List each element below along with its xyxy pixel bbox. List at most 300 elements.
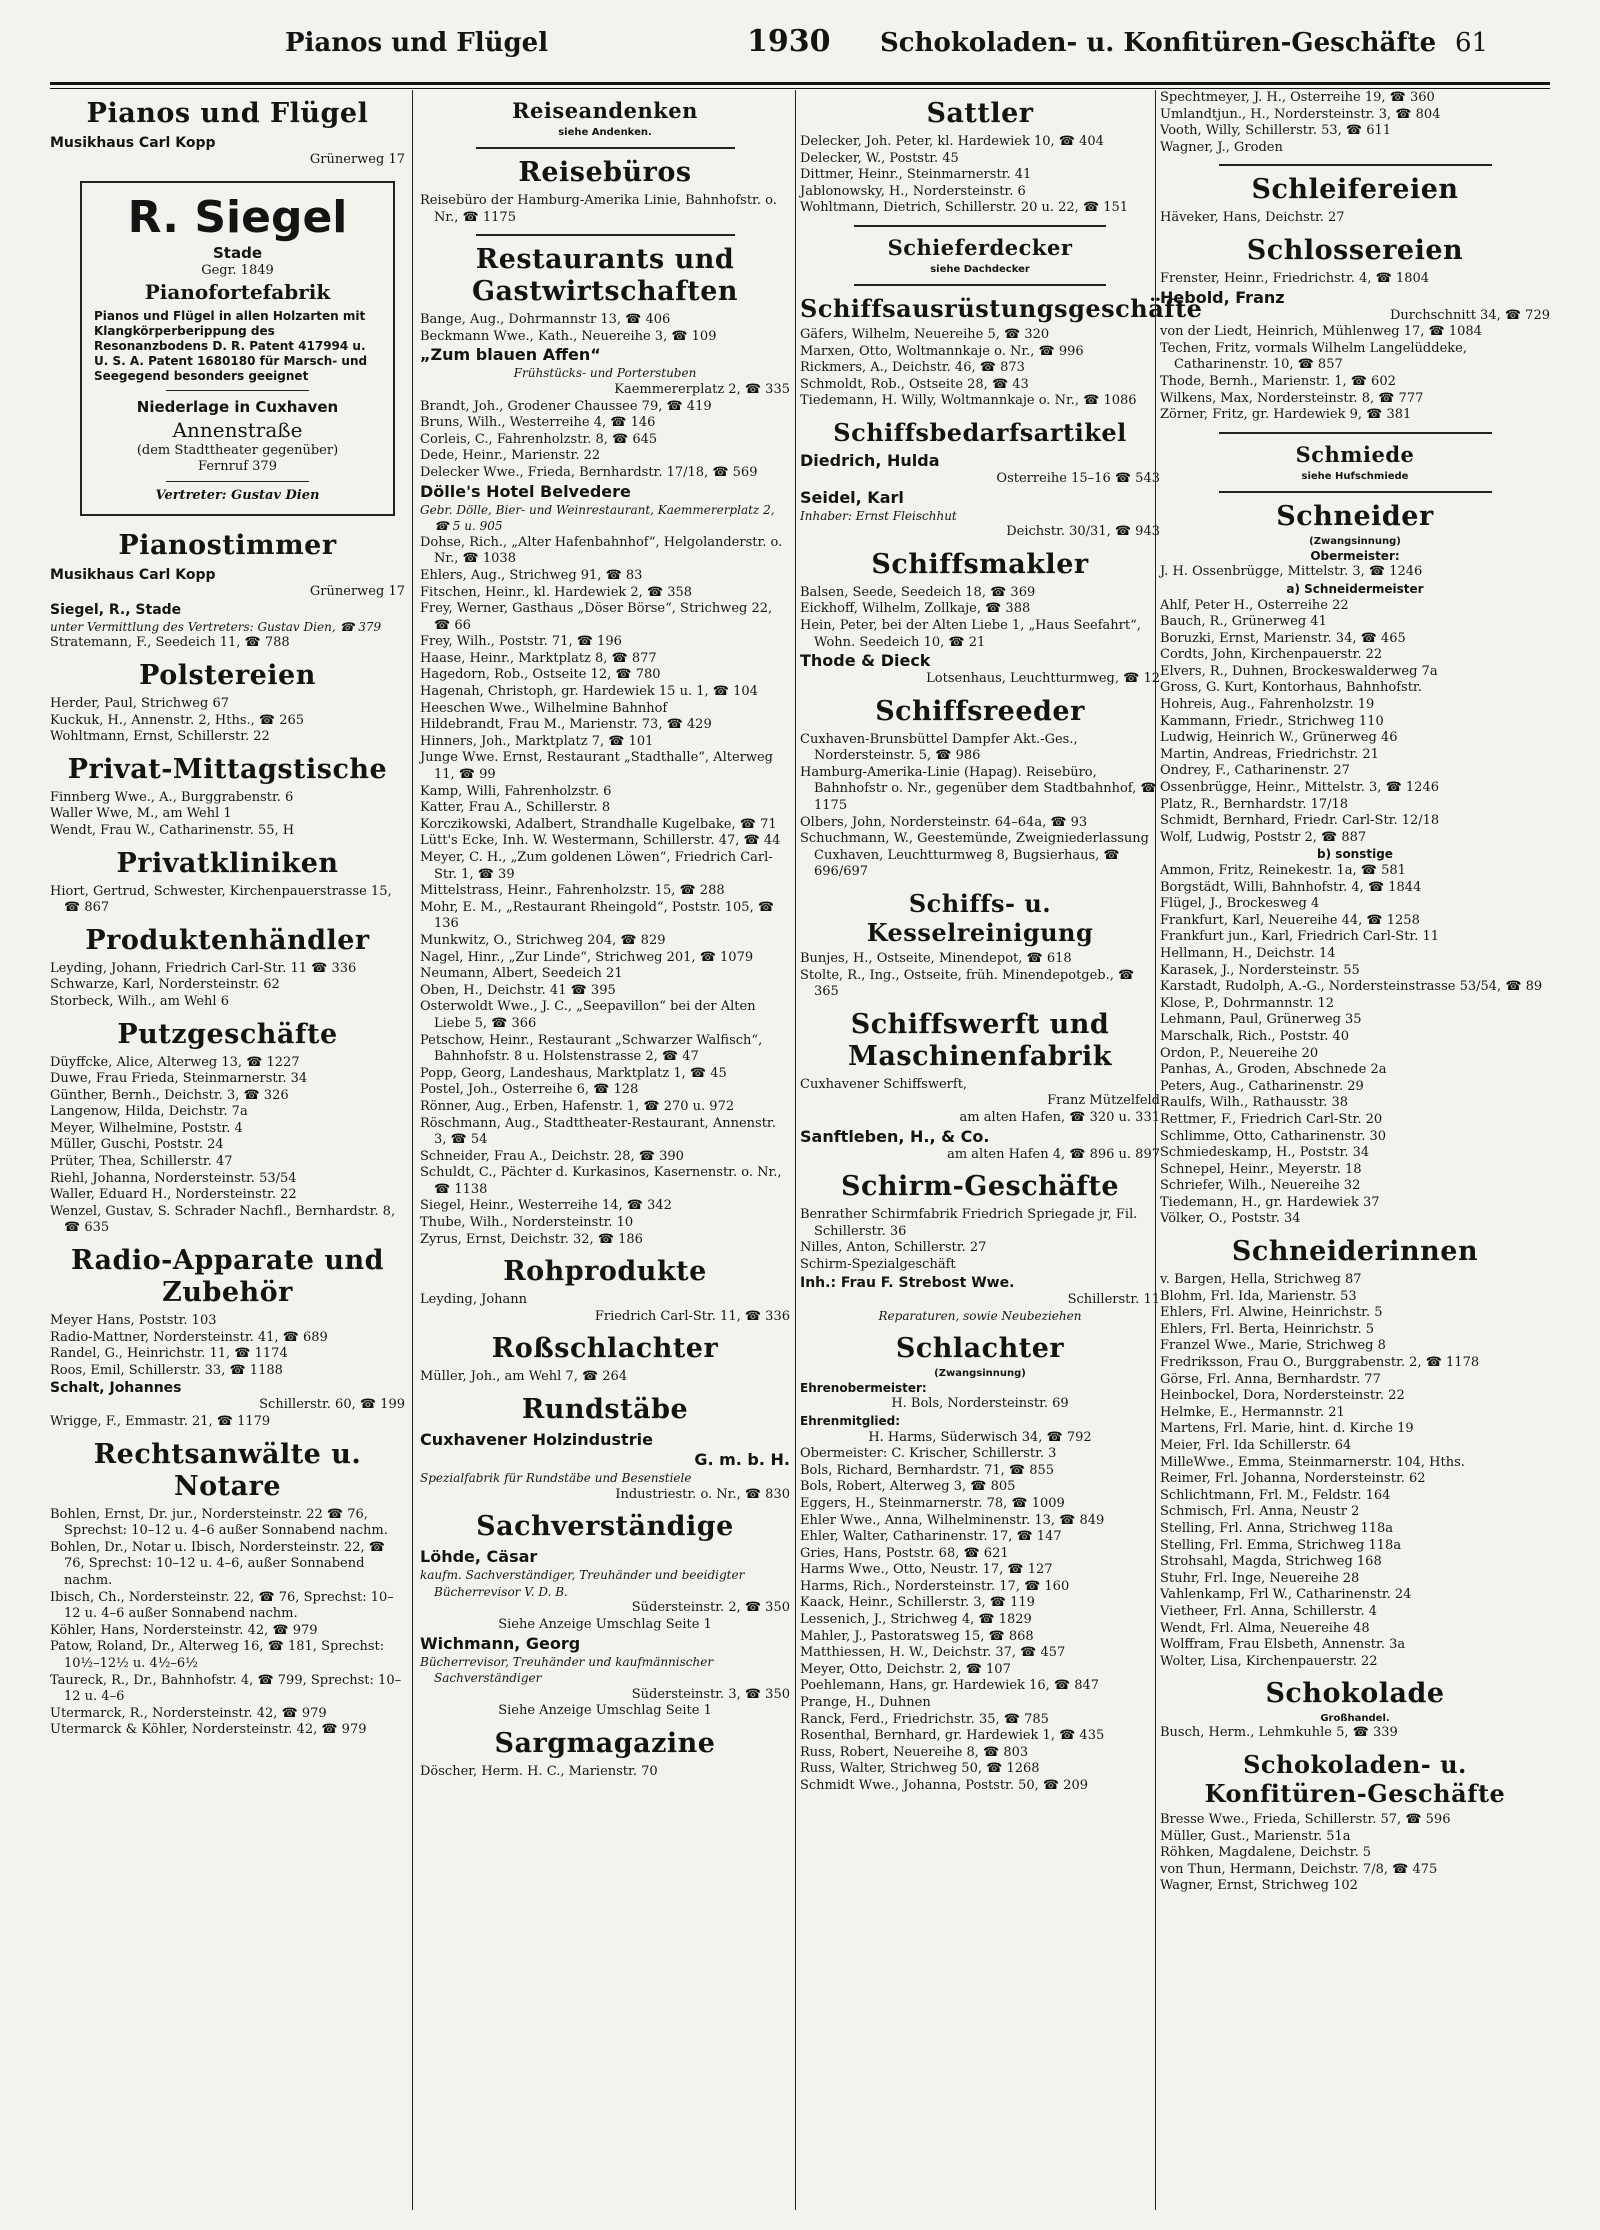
listing-entry: Obermeister: C. Krischer, Schillerstr. 3 bbox=[800, 1446, 1057, 1462]
section-divider bbox=[476, 147, 735, 149]
ad-branch: Niederlage in Cuxhaven bbox=[136, 397, 339, 416]
listing-entry: Schlichtmann, Frl. M., Feldstr. 164 bbox=[1160, 1487, 1391, 1503]
listing-entry: Prange, H., Duhnen bbox=[800, 1695, 931, 1711]
listing-entry: Bols, Robert, Alterweg 3, ☎ 805 bbox=[800, 1479, 1016, 1495]
listing-entry: von Thun, Hermann, Deichstr. 7/8, ☎ 475 bbox=[1160, 1861, 1438, 1877]
listing-entry: Delecker, W., Poststr. 45 bbox=[800, 150, 959, 166]
listing-entry: Meyer, Otto, Deichstr. 2, ☎ 107 bbox=[800, 1661, 1011, 1677]
section-title: Pianos und Flügel bbox=[86, 98, 369, 129]
listing-entry: Eickhoff, Wilhelm, Zollkaje, ☎ 388 bbox=[800, 601, 1031, 617]
listing-entry: Elvers, R., Duhnen, Brockeswalderweg 7a bbox=[1160, 663, 1438, 679]
header-left-title: Pianos und Flügel bbox=[285, 28, 549, 58]
listing-entry: Ondrey, F., Catharinenstr. 27 bbox=[1160, 763, 1350, 779]
listing-entry: Musikhaus Carl Kopp bbox=[50, 135, 216, 151]
listing-entry: Löhde, Cäsar bbox=[420, 1547, 538, 1567]
listing-entry: Ehlers, Aug., Strichweg 91, ☎ 83 bbox=[420, 567, 643, 583]
listing-entry: Mohr, E. M., „Restaurant Rheingold“, Poststr. 105, ☎ 136 bbox=[420, 899, 775, 932]
listing-entry: Tiedemann, H., gr. Hardewiek 37 bbox=[1160, 1194, 1380, 1210]
section-title: Radio-Apparate und Zubehör bbox=[70, 1245, 384, 1309]
section-note: (Zwangsinnung) bbox=[934, 1367, 1026, 1379]
section-title: Schiffsausrüstungsgeschäfte bbox=[800, 293, 1203, 323]
listing-entry: Ehrenmitglied: bbox=[800, 1413, 901, 1428]
section-schleifereien bbox=[1160, 174, 1550, 227]
ad-text: Pianos und Flügel in allen Holzarten mit Klangkörperberippung des Resonanzbodens D. R. Patent 417994 u. U. S. A. Patent 1680180 für Marsch- und Seegegend besonders geeignet bbox=[94, 308, 368, 383]
ad-divider bbox=[166, 390, 310, 391]
section-pianos bbox=[50, 98, 405, 169]
header-rule bbox=[50, 82, 1550, 85]
ad-founded: Gegr. 1849 bbox=[201, 262, 274, 278]
listing-entry: Diedrich, Hulda bbox=[800, 450, 940, 470]
ad-kind: Pianofortefabrik bbox=[144, 279, 331, 304]
section-title: Schiffswerft und Maschinenfabrik bbox=[847, 1008, 1113, 1072]
section-title: Schlachter bbox=[895, 1332, 1065, 1364]
listing-entry: Schillerstr. 11 bbox=[1067, 1291, 1160, 1307]
listing-entry: Schlimme, Otto, Catharinenstr. 30 bbox=[1160, 1128, 1387, 1144]
listing-entry: Hamburg-Amerika-Linie (Hapag). Reisebüro, Bahnhofstr o. Nr., gegenüber dem Stadtbahnhof, ☎ 1175 bbox=[800, 764, 1157, 814]
listing-entry: unter Vermittlung des Vertreters: Gustav Dien, ☎ 379 bbox=[50, 619, 382, 634]
listing-entry: Jablonowsky, H., Nordersteinstr. 6 bbox=[800, 183, 1026, 199]
listing-entry: Russ, Robert, Neuereihe 8, ☎ 803 bbox=[800, 1744, 1029, 1760]
listing-entry: Vietheer, Frl. Anna, Schillerstr. 4 bbox=[1160, 1603, 1378, 1619]
column-2 bbox=[420, 90, 790, 2210]
listing-entry: Wenzel, Gustav, S. Schrader Nachfl., Bernhardstr. 8, ☎ 635 bbox=[50, 1203, 396, 1236]
listing-subheading: a) Schneidermeister bbox=[1286, 581, 1424, 596]
listing-entry: „Zum blauen Affen“ bbox=[420, 345, 601, 365]
section-title: Privat-Mittagstische bbox=[67, 753, 388, 785]
listing-entry: Stolte, R., Ing., Ostseite, früh. Minendepotgeb., ☎ 365 bbox=[800, 967, 1135, 1000]
listing-entry: Korczikowski, Adalbert, Strandhalle Kugelbake, ☎ 71 bbox=[420, 816, 777, 832]
listing-entry: Bohlen, Dr., Notar u. Ibisch, Nordersteinstr. 22, ☎ 76, Sprechst: 10–12 u. 4–6, außer Sonnabend nachm. bbox=[50, 1539, 385, 1588]
listing-entry: Utermarck & Köhler, Nordersteinstr. 42, ☎ 979 bbox=[50, 1722, 367, 1738]
listing-entry: Umlandtjun., H., Nordersteinstr. 3, ☎ 804 bbox=[1160, 106, 1441, 122]
section-note: siehe Dachdecker bbox=[930, 263, 1030, 275]
listing-entry: Storbeck, Wilh., am Wehl 6 bbox=[50, 993, 229, 1009]
section-title: Schirm-Geschäfte bbox=[840, 1171, 1120, 1203]
section-schmiede bbox=[1160, 442, 1550, 483]
section-title: Polstereien bbox=[139, 659, 316, 691]
listing-entry: Rosenthal, Bernhard, gr. Hardewiek 1, ☎ 435 bbox=[800, 1728, 1105, 1744]
listing-entry: Tiedemann, H. Willy, Woltmannkaje o. Nr., ☎ 1086 bbox=[800, 393, 1137, 409]
listing-entry: Busch, Herm., Lehmkuhle 5, ☎ 339 bbox=[1160, 1725, 1398, 1741]
listing-entry: Peters, Aug., Catharinenstr. 29 bbox=[1160, 1078, 1364, 1094]
listing-entry: Herder, Paul, Strichweg 67 bbox=[50, 695, 229, 711]
listing-entry: Frankfurt, Karl, Neuereihe 44, ☎ 1258 bbox=[1160, 912, 1420, 928]
listing-entry: Döscher, Herm. H. C., Marienstr. 70 bbox=[420, 1763, 658, 1779]
listing-entry: Düyffcke, Alice, Alterweg 13, ☎ 1227 bbox=[50, 1054, 300, 1070]
listing-entry: Schuldt, C., Pächter d. Kurkasinos, Kasernenstr. o. Nr., ☎ 1138 bbox=[420, 1165, 782, 1197]
listing-entry: Cordts, John, Kirchenpauerstr. 22 bbox=[1160, 647, 1383, 663]
section-title: Rohprodukte bbox=[503, 1256, 707, 1288]
listing-entry: Görse, Frl. Anna, Bernhardstr. 77 bbox=[1160, 1371, 1381, 1387]
listing-entry: Gross, G. Kurt, Kontorhaus, Bahnhofstr. bbox=[1160, 680, 1422, 696]
section-title: Putzgeschäfte bbox=[117, 1018, 338, 1050]
listing-entry: Fitschen, Heinr., kl. Hardewiek 2, ☎ 358 bbox=[420, 584, 693, 600]
listing-entry: Inhaber: Ernst Fleischhut bbox=[800, 508, 957, 523]
listing-entry: H. Bols, Nordersteinstr. 69 bbox=[891, 1396, 1069, 1412]
section-radio-apparate bbox=[50, 1245, 405, 1431]
listing-entry: Schuchmann, W., Geestemünde, Zweigniederlassung Cuxhaven, Leuchtturmweg 8, Bugsierhaus, ☎ 696/697 bbox=[800, 831, 1149, 880]
listing-entry: Neumann, Albert, Seedeich 21 bbox=[420, 966, 623, 982]
column-4 bbox=[1160, 90, 1550, 2210]
listing-entry: Wagner, J., Groden bbox=[1160, 139, 1283, 155]
listing-entry: Schwarze, Karl, Nordersteinstr. 62 bbox=[50, 977, 280, 993]
section-rundstaebe bbox=[420, 1394, 790, 1503]
listing-entry: J. H. Ossenbrügge, Mittelstr. 3, ☎ 1246 bbox=[1160, 564, 1423, 580]
section-schiffsbedarf bbox=[800, 418, 1160, 541]
listing-entry: Sanftleben, H., & Co. bbox=[800, 1126, 990, 1146]
listing-entry: Schalt, Johannes bbox=[50, 1380, 182, 1397]
listing-entry: Franz Mützelfeld bbox=[1047, 1093, 1160, 1109]
listing-entry: Heinbockel, Dora, Nordersteinstr. 22 bbox=[1160, 1388, 1405, 1404]
listing-entry: Schriefer, Wilh., Neuereihe 32 bbox=[1160, 1178, 1361, 1194]
section-sachverstaendige bbox=[420, 1511, 790, 1720]
listing-entry: Schirm-Spezialgeschäft bbox=[800, 1256, 956, 1272]
listing-entry: am alten Hafen 4, ☎ 896 u. 897 bbox=[947, 1146, 1160, 1162]
listing-entry: Schillerstr. 60, ☎ 199 bbox=[259, 1397, 405, 1413]
section-title: Schleifereien bbox=[1251, 174, 1459, 206]
listing-entry: Kamp, Willi, Fahrenholzstr. 6 bbox=[420, 783, 612, 799]
page-number: 61 bbox=[1455, 28, 1489, 58]
listing-entry: Bruns, Wilh., Westerreihe 4, ☎ 146 bbox=[420, 415, 656, 431]
listing-entry: Eggers, H., Steinmarnerstr. 78, ☎ 1009 bbox=[800, 1495, 1065, 1511]
listing-entry: Balsen, Seede, Seedeich 18, ☎ 369 bbox=[800, 584, 1036, 600]
listing-entry: Delecker Wwe., Frieda, Bernhardstr. 17/18, ☎ 569 bbox=[420, 464, 758, 480]
listing-entry: Olbers, John, Nordersteinstr. 64–64a, ☎ 93 bbox=[800, 814, 1088, 830]
section-schirm-geschaefte bbox=[800, 1171, 1160, 1325]
listing-entry: Langenow, Hilda, Deichstr. 7a bbox=[50, 1104, 248, 1120]
section-produktenhaendler bbox=[50, 925, 405, 1011]
section-title: Schieferdecker bbox=[887, 234, 1073, 260]
listing-entry: Frey, Werner, Gasthaus „Döser Börse“, Strichweg 22, ☎ 66 bbox=[420, 601, 773, 633]
listing-entry: Schmoldt, Rob., Ostseite 28, ☎ 43 bbox=[800, 376, 1029, 392]
listing-entry: Riehl, Johanna, Nordersteinstr. 53/54 bbox=[50, 1170, 297, 1186]
listing-entry: Müller, Guschi, Poststr. 24 bbox=[50, 1137, 224, 1153]
listing-entry: Marschalk, Rich., Poststr. 40 bbox=[1160, 1028, 1350, 1044]
listing-entry: Waller, Eduard H., Nordersteinstr. 22 bbox=[50, 1187, 297, 1203]
section-title: Rechtsanwälte u. Notare bbox=[93, 1438, 362, 1502]
column-divider bbox=[412, 90, 413, 2210]
section-kesselreinigung bbox=[800, 889, 1160, 1001]
listing-entry: Karasek, J., Nordersteinstr. 55 bbox=[1160, 962, 1360, 978]
listing-entry: Patow, Roland, Dr., Alterweg 16, ☎ 181, Sprechst: 10½–12½ u. 4½–6½ bbox=[50, 1639, 385, 1671]
section-rechtsanwaelte bbox=[50, 1439, 405, 1739]
listing-entry: Kammann, Friedr., Strichweg 110 bbox=[1160, 713, 1384, 729]
section-divider bbox=[476, 234, 735, 236]
listing-entry: Ranck, Ferd., Friedrichstr. 35, ☎ 785 bbox=[800, 1711, 1049, 1727]
listing-entry: Stelling, Frl. Anna, Strichweg 118a bbox=[1160, 1520, 1394, 1536]
header-rule-thin bbox=[50, 88, 1550, 89]
listing-entry: Taureck, R., Dr., Bahnhofstr. 4, ☎ 799, Sprechst: 10–12 u. 4–6 bbox=[50, 1672, 402, 1705]
listing-entry: Heeschen Wwe., Wilhelmine Bahnhof bbox=[420, 700, 668, 716]
section-polstereien bbox=[50, 660, 405, 746]
listing-entry: Nilles, Anton, Schillerstr. 27 bbox=[800, 1240, 987, 1256]
listing-entry: Schnepel, Heinr., Meyerstr. 18 bbox=[1160, 1161, 1362, 1177]
section-title: Schiffs- u. Kesselreinigung bbox=[866, 889, 1094, 948]
listing-entry: Meyer, Wilhelmine, Poststr. 4 bbox=[50, 1120, 243, 1136]
listing-entry: Panhas, A., Groden, Abschnede 2a bbox=[1160, 1062, 1387, 1078]
listing-entry: Utermarck, R., Nordersteinstr. 42, ☎ 979 bbox=[50, 1705, 327, 1721]
listing-entry: Thode, Bernh., Marienstr. 1, ☎ 602 bbox=[1160, 373, 1396, 389]
listing-entry: Siegel, R., Stade bbox=[50, 601, 182, 618]
listing-entry: Schmiedeskamp, H., Poststr. 34 bbox=[1160, 1145, 1370, 1161]
listing-entry: Friedrich Carl-Str. 11, ☎ 336 bbox=[594, 1308, 790, 1324]
listing-entry: Inh.: Frau F. Strebost Wwe. bbox=[800, 1274, 1015, 1291]
listing-entry: Strohsahl, Magda, Strichweg 168 bbox=[1160, 1554, 1382, 1570]
section-title: Sattler bbox=[926, 98, 1034, 129]
listing-entry: Wagner, Ernst, Strichweg 102 bbox=[1160, 1878, 1358, 1894]
listing-entry: Siehe Anzeige Umschlag Seite 1 bbox=[498, 1703, 712, 1719]
header-year: 1930 bbox=[747, 24, 831, 59]
listing-entry: Platz, R., Bernhardstr. 17/18 bbox=[1160, 796, 1349, 812]
page-header bbox=[50, 18, 1550, 68]
listing-entry: Lessenich, J., Strichweg 4, ☎ 1829 bbox=[800, 1612, 1032, 1628]
ad-location: (dem Stadttheater gegenüber) bbox=[136, 442, 339, 458]
listing-entry: Lotsenhaus, Leuchtturmweg, ☎ 12 bbox=[926, 671, 1160, 687]
listing-entry: Spezialfabrik für Rundstäbe und Besenstiele bbox=[420, 1471, 692, 1486]
section-divider bbox=[854, 284, 1106, 286]
section-sattler bbox=[800, 98, 1160, 217]
listing-entry: Kaack, Heinr., Schillerstr. 3, ☎ 119 bbox=[800, 1595, 1035, 1611]
listing-entry: Harms, Rich., Nordersteinstr. 17, ☎ 160 bbox=[800, 1578, 1070, 1594]
listing-entry: Ahlf, Peter H., Osterreihe 22 bbox=[1160, 597, 1349, 613]
listing-entry: Lütt's Ecke, Inh. W. Westermann, Schillerstr. 47, ☎ 44 bbox=[420, 833, 781, 849]
listing-entry: Popp, Georg, Landeshaus, Marktplatz 1, ☎ 45 bbox=[420, 1065, 727, 1081]
listing-entry: Bunjes, H., Ostseite, Minendepot, ☎ 618 bbox=[800, 951, 1072, 967]
listing-entry: Ordon, P., Neuereihe 20 bbox=[1160, 1045, 1319, 1061]
listing-entry: Dittmer, Heinr., Steinmarnerstr. 41 bbox=[800, 167, 1032, 183]
listing-entry: Poehlemann, Hans, gr. Hardewiek 16, ☎ 847 bbox=[800, 1678, 1100, 1694]
listing-entry: Kuckuk, H., Annenstr. 2, Hths., ☎ 265 bbox=[50, 712, 305, 728]
listing-entry: Köhler, Hans, Nordersteinstr. 42, ☎ 979 bbox=[50, 1622, 318, 1638]
section-title: Privatkliniken bbox=[116, 847, 339, 879]
listing-entry: Marxen, Otto, Woltmannkaje o. Nr., ☎ 996 bbox=[800, 343, 1084, 359]
listing-entry: Röhken, Magdalene, Deichstr. 5 bbox=[1160, 1845, 1371, 1861]
section-title: Schiffsmakler bbox=[871, 548, 1089, 580]
listing-entry: Gebr. Dölle, Bier- und Weinrestaurant, Kaemmererplatz 2, ☎ 5 u. 905 bbox=[420, 502, 775, 534]
listing-entry: Durchschnitt 34, ☎ 729 bbox=[1389, 307, 1550, 323]
listing-entry: Schmidt, Bernhard, Friedr. Carl-Str. 12/18 bbox=[1160, 813, 1440, 829]
listing-entry: Postel, Joh., Osterreihe 6, ☎ 128 bbox=[420, 1082, 639, 1098]
listing-entry: Bohlen, Ernst, Dr. jur., Nordersteinstr. 22 ☎ 76, Sprechst: 10–12 u. 4–6 außer Sonnabend nachm. bbox=[50, 1506, 388, 1539]
section-title: Pianostimmer bbox=[118, 530, 337, 562]
listing-entry: Finnberg Wwe., A., Burggrabenstr. 6 bbox=[50, 789, 294, 805]
listing-entry: Frey, Wilh., Poststr. 71, ☎ 196 bbox=[420, 634, 622, 650]
listing-entry: Karstadt, Rudolph, A.-G., Nordersteinstrasse 53/54, ☎ 89 bbox=[1160, 979, 1543, 995]
listing-entry: Haase, Heinr., Marktplatz 8, ☎ 877 bbox=[420, 650, 657, 666]
listing-entry: Ehler, Walter, Catharinenstr. 17, ☎ 147 bbox=[800, 1529, 1062, 1545]
listing-entry: Schneider, Frau A., Deichstr. 28, ☎ 390 bbox=[420, 1148, 684, 1164]
section-divider bbox=[1219, 491, 1492, 493]
listing-entry: Helmke, E., Hermannstr. 21 bbox=[1160, 1404, 1345, 1420]
listing-entry: Junge Wwe. Ernst, Restaurant „Stadthalle“, Alterweg 11, ☎ 99 bbox=[420, 750, 774, 783]
listing-entry: Hinners, Joh., Marktplatz 7, ☎ 101 bbox=[420, 733, 654, 749]
listing-entry: MilleWwe., Emma, Steinmarnerstr. 104, Hths. bbox=[1160, 1454, 1465, 1470]
listing-entry: Hellmann, H., Deichstr. 14 bbox=[1160, 945, 1336, 961]
listing-entry: Wrigge, F., Emmastr. 21, ☎ 1179 bbox=[50, 1414, 271, 1429]
listing-entry: Ammon, Fritz, Reinekestr. 1a, ☎ 581 bbox=[1160, 863, 1406, 878]
listing-entry: Zyrus, Ernst, Deichstr. 32, ☎ 186 bbox=[420, 1231, 643, 1247]
section-title: Reisebüros bbox=[518, 157, 692, 188]
listing-entry: Häveker, Hans, Deichstr. 27 bbox=[1160, 210, 1345, 226]
section-title: Sachverständige bbox=[476, 1511, 734, 1543]
listing-entry: Rettmer, F., Friedrich Carl-Str. 20 bbox=[1160, 1111, 1383, 1127]
listing-entry: Wolter, Lisa, Kirchenpauerstr. 22 bbox=[1160, 1653, 1378, 1669]
listing-entry: Thode & Dieck bbox=[800, 651, 931, 671]
ad-name: R. Siegel bbox=[127, 191, 348, 243]
listing-entry: Ehler Wwe., Anna, Wilhelminenstr. 13, ☎ 849 bbox=[800, 1512, 1105, 1528]
listing-entry: Ehrenobermeister: bbox=[800, 1380, 927, 1395]
listing-entry: Stelling, Frl. Emma, Strichweg 118a bbox=[1160, 1537, 1402, 1553]
listing-entry: Bange, Aug., Dohrmannstr 13, ☎ 406 bbox=[420, 312, 671, 328]
section-schiffsreeder bbox=[800, 696, 1160, 881]
section-reiseandenken bbox=[420, 98, 790, 139]
listing-entry: Raulfs, Wilh., Rathausstr. 38 bbox=[1160, 1095, 1349, 1111]
listing-entry: Gries, Hans, Poststr. 68, ☎ 621 bbox=[800, 1545, 1009, 1561]
listing-entry: Meyer, C. H., „Zum goldenen Löwen“, Friedrich Carl-Str. 1, ☎ 39 bbox=[420, 850, 773, 882]
section-title: Schneiderinnen bbox=[1231, 1236, 1479, 1268]
header-right-title: Schokoladen- u. Konfitüren-Geschäfte bbox=[880, 28, 1437, 58]
section-privatkliniken bbox=[50, 848, 405, 917]
listing-entry: Frankfurt jun., Karl, Friedrich Carl-Str. 11 bbox=[1160, 929, 1440, 945]
listing-entry: Osterreihe 15–16 ☎ 543 bbox=[996, 470, 1160, 486]
listing-entry: Matthiessen, H. W., Deichstr. 37, ☎ 457 bbox=[800, 1645, 1066, 1661]
ad-representative: Vertreter: Gustav Dien bbox=[155, 487, 320, 503]
listing-entry: Franzel Wwe., Marie, Strichweg 8 bbox=[1160, 1338, 1386, 1354]
listing-entry: Ludwig, Heinrich W., Grünerweg 46 bbox=[1160, 730, 1398, 746]
advertisement-siegel bbox=[80, 181, 395, 517]
listing-entry: Schmisch, Frl. Anna, Neustr 2 bbox=[1160, 1504, 1360, 1520]
listing-entry: Reimer, Frl. Johanna, Nordersteinstr. 62 bbox=[1160, 1471, 1426, 1487]
listing-entry: Völker, O., Poststr. 34 bbox=[1160, 1211, 1301, 1227]
listing-entry: Siehe Anzeige Umschlag Seite 1 bbox=[498, 1617, 712, 1632]
listing-entry: Wohltmann, Ernst, Schillerstr. 22 bbox=[50, 729, 270, 745]
column-3 bbox=[800, 90, 1203, 2210]
listing-entry: Vooth, Willy, Schillerstr. 53, ☎ 611 bbox=[1160, 123, 1392, 139]
column-1 bbox=[50, 90, 405, 2210]
section-note: Großhandel. bbox=[1320, 1713, 1390, 1725]
listing-entry: Duwe, Frau Frieda, Steinmarnerstr. 34 bbox=[50, 1071, 308, 1087]
listing-entry: Südersteinstr. 2, ☎ 350 bbox=[631, 1600, 790, 1616]
listing-entry: Russ, Walter, Strichweg 50, ☎ 1268 bbox=[800, 1761, 1040, 1777]
section-sargmagazine bbox=[420, 1728, 790, 1781]
section-continued bbox=[1160, 90, 1550, 156]
listing-entry: von der Liedt, Heinrich, Mühlenweg 17, ☎ 1084 bbox=[1160, 324, 1482, 340]
listing-entry: Harms Wwe., Otto, Neustr. 17, ☎ 127 bbox=[800, 1562, 1053, 1578]
section-note: siehe Andenken. bbox=[558, 127, 652, 138]
listing-entry: Meier, Frl. Ida Schillerstr. 64 bbox=[1160, 1438, 1352, 1453]
listing-entry: Obermeister: bbox=[1310, 548, 1400, 563]
column-divider bbox=[795, 90, 796, 2210]
listing-entry: Hagedorn, Rob., Ostseite 12, ☎ 780 bbox=[420, 667, 661, 683]
listing-entry: Lehmann, Paul, Grünerweg 35 bbox=[1160, 1012, 1362, 1028]
listing-entry: Müller, Joh., am Wehl 7, ☎ 264 bbox=[420, 1369, 628, 1385]
section-pianostimmer bbox=[50, 530, 405, 652]
listing-entry: Corleis, C., Fahrenholzstr. 8, ☎ 645 bbox=[420, 431, 658, 447]
section-schlachter bbox=[800, 1333, 1160, 1795]
listing-entry: Brandt, Joh., Grodener Chaussee 79, ☎ 419 bbox=[420, 398, 712, 414]
section-restaurants bbox=[420, 244, 790, 1248]
section-title: Sargmagazine bbox=[494, 1727, 716, 1759]
listing-entry: Hein, Peter, bei der Alten Liebe 1, „Haus Seefahrt“, Wohn. Seedeich 10, ☎ 21 bbox=[800, 617, 1141, 650]
listing-entry: Meyer Hans, Poststr. 103 bbox=[50, 1313, 217, 1329]
listing-entry: Zörner, Fritz, gr. Hardewiek 9, ☎ 381 bbox=[1160, 407, 1412, 423]
section-title: Schneider bbox=[1276, 500, 1434, 532]
section-schiffsmakler bbox=[800, 549, 1160, 688]
listing-entry: Borgstädt, Willi, Bahnhofstr. 4, ☎ 1844 bbox=[1160, 879, 1422, 895]
listing-entry: Mittelstrass, Heinr., Fahrenholzstr. 15, ☎ 288 bbox=[420, 883, 725, 899]
listing-entry: Randel, G., Heinrichstr. 11, ☎ 1174 bbox=[50, 1346, 288, 1362]
listing-entry: Grünerweg 17 bbox=[309, 584, 405, 600]
listing-entry: v. Bargen, Hella, Strichweg 87 bbox=[1160, 1272, 1362, 1288]
section-divider bbox=[1219, 164, 1492, 166]
listing-entry: Cuxhaven-Brunsbüttel Dampfer Akt.-Ges., Nordersteinstr. 5, ☎ 986 bbox=[800, 731, 1078, 764]
listing-entry: Industriestr. o. Nr., ☎ 830 bbox=[615, 1486, 790, 1502]
section-schlossereien bbox=[1160, 235, 1550, 424]
listing-entry: Hebold, Franz bbox=[1160, 287, 1285, 307]
listing-entry: am alten Hafen, ☎ 320 u. 331 bbox=[959, 1110, 1160, 1125]
listing-entry: Dölle's Hotel Belvedere bbox=[420, 481, 631, 501]
listing-entry: Wolf, Ludwig, Poststr 2, ☎ 887 bbox=[1160, 829, 1367, 845]
listing-entry: Waller Wwe, M., am Wehl 1 bbox=[50, 806, 232, 822]
listing-entry: Prüter, Thea, Schillerstr. 47 bbox=[50, 1154, 233, 1170]
listing-entry: Leyding, Johann bbox=[420, 1292, 528, 1308]
section-putzgeschaefte bbox=[50, 1019, 405, 1238]
section-title: Produktenhändler bbox=[85, 924, 370, 956]
section-reisebueros bbox=[420, 157, 790, 226]
listing-entry: Munkwitz, O., Strichweg 204, ☎ 829 bbox=[420, 932, 666, 948]
listing-entry: Ibisch, Ch., Nordersteinstr. 22, ☎ 76, Sprechst: 10–12 u. 4–6 außer Sonnabend nachm. bbox=[50, 1589, 394, 1622]
listing-entry: Günther, Bernh., Deichstr. 3, ☎ 326 bbox=[50, 1087, 289, 1103]
listing-entry: Techen, Fritz, vormals Wilhelm Langelüddeke, Catharinenstr. 10, ☎ 857 bbox=[1160, 340, 1467, 373]
ad-divider bbox=[166, 481, 310, 482]
listing-entry: Leyding, Johann, Friedrich Carl-Str. 11 ☎ 336 bbox=[50, 960, 357, 976]
listing-entry: Klose, P., Dohrmannstr. 12 bbox=[1160, 995, 1334, 1011]
listing-entry: Wohltmann, Dietrich, Schillerstr. 20 u. 22, ☎ 151 bbox=[800, 200, 1129, 216]
listing-entry: Siegel, Heinr., Westerreihe 14, ☎ 342 bbox=[420, 1198, 672, 1214]
listing-entry: Radio-Mattner, Nordersteinstr. 41, ☎ 689 bbox=[50, 1329, 328, 1345]
listing-subheading: b) sonstige bbox=[1317, 847, 1393, 862]
listing-entry: Cuxhavener Holzindustrie bbox=[420, 1430, 653, 1450]
section-note: (Zwangsinnung) bbox=[1309, 535, 1401, 547]
listing-entry: Hildebrandt, Frau M., Marienstr. 73, ☎ 429 bbox=[420, 717, 712, 733]
listing-entry: Nagel, Hinr., „Zur Linde“, Strichweg 201, ☎ 1079 bbox=[420, 949, 754, 965]
listing-entry: Frühstücks- und Porterstuben bbox=[513, 366, 697, 381]
listing-entry: Ossenbrügge, Heinr., Mittelstr. 3, ☎ 1246 bbox=[1160, 780, 1439, 796]
listing-entry: Petschow, Heinr., Restaurant „Schwarzer Walfisch“, Bahnhofstr. 8 u. Holstenstrasse 2, ☎ 47 bbox=[420, 1032, 763, 1065]
listing-entry: Martens, Frl. Marie, hint. d. Kirche 19 bbox=[1160, 1421, 1414, 1437]
listing-entry: Hagenah, Christoph, gr. Hardewiek 15 u. 1, ☎ 104 bbox=[420, 684, 758, 700]
listing-entry: Bresse Wwe., Frieda, Schillerstr. 57, ☎ 596 bbox=[1160, 1811, 1451, 1827]
listing-entry: Gäfers, Wilhelm, Neuereihe 5, ☎ 320 bbox=[800, 326, 1050, 342]
listing-entry: Martin, Andreas, Friedrichstr. 21 bbox=[1160, 746, 1379, 762]
listing-entry: Dede, Heinr., Marienstr. 22 bbox=[420, 448, 601, 464]
section-schiffswerft bbox=[800, 1009, 1160, 1163]
listing-entry: Musikhaus Carl Kopp bbox=[50, 567, 216, 584]
listing-entry: G. m. b. H. bbox=[694, 1450, 790, 1470]
listing-entry: H. Harms, Süderwisch 34, ☎ 792 bbox=[868, 1429, 1092, 1445]
section-title: Schiffsbedarfsartikel bbox=[833, 417, 1127, 447]
section-title: Schlossereien bbox=[1246, 234, 1464, 266]
listing-entry: Oben, H., Deichstr. 41 ☎ 395 bbox=[420, 982, 616, 998]
section-schneiderinnen bbox=[1160, 1236, 1550, 1670]
listing-entry: Stratemann, F., Seedeich 11, ☎ 788 bbox=[50, 635, 290, 651]
listing-entry: Hohreis, Aug., Fahrenholzstr. 19 bbox=[1160, 697, 1375, 713]
listing-entry: Wendt, Frl. Alma, Neuereihe 48 bbox=[1160, 1620, 1370, 1636]
ad-phone: Fernruf 379 bbox=[198, 458, 277, 474]
listing-entry: Wilkens, Max, Nordersteinstr. 8, ☎ 777 bbox=[1160, 390, 1424, 406]
listing-entry: Ehlers, Frl. Berta, Heinrichstr. 5 bbox=[1160, 1321, 1375, 1337]
listing-entry: Hiort, Gertrud, Schwester, Kirchenpauerstrasse 15, ☎ 867 bbox=[50, 883, 392, 916]
